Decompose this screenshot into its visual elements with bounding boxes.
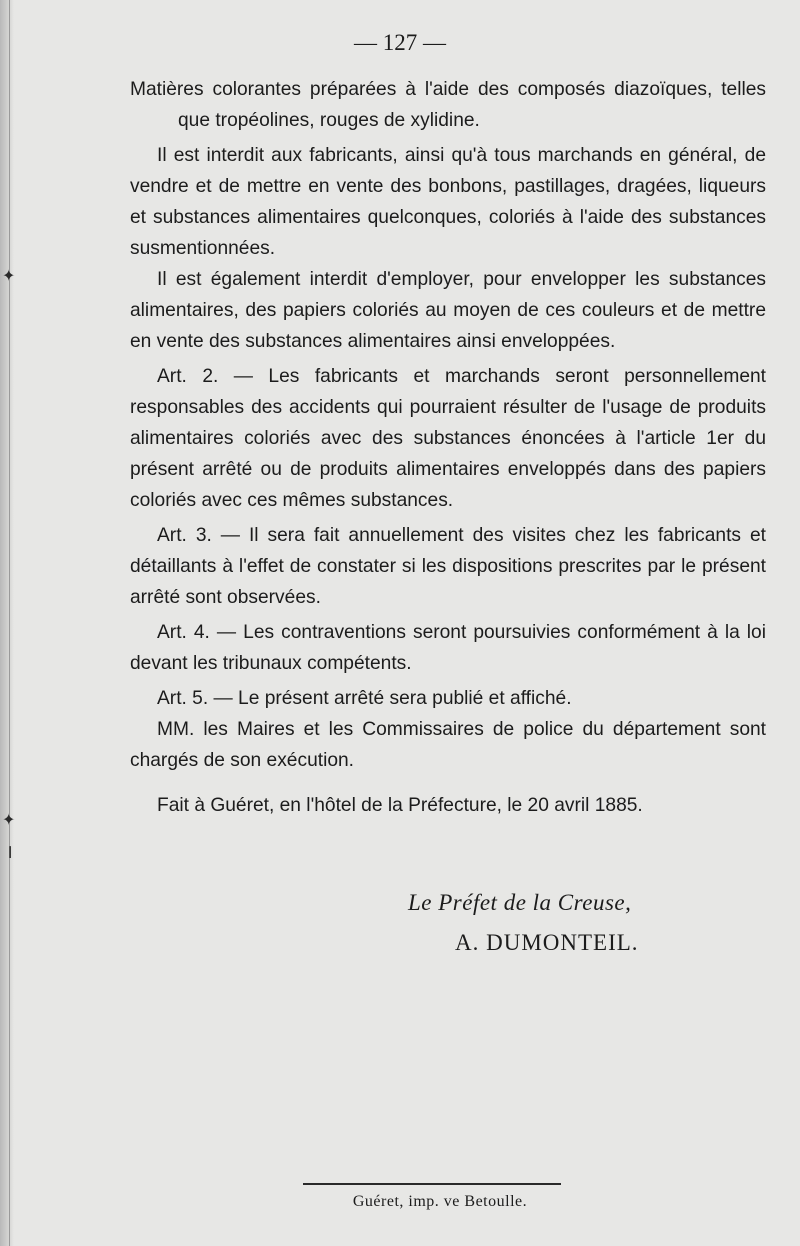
paragraph-interdiction-vente: Il est interdit aux fabricants, ainsi qu'à tous marchands en général, de vendre et de mettre en vente des bonbons, pastillages, dragées, liqueurs et substances alimentaires quelconques, coloriés à l'aide des substances susmentionnées.: [130, 145, 766, 259]
printer-imprint: Guéret, imp. ve Betoulle.: [352, 1193, 528, 1210]
paragraph-article-2: Art. 2. — Les fabricants et marchands seront personnellement responsables des accidents qui pourraient résulter de l'usage de produits alimentaires coloriés avec des substances énoncées à l'article 1er du présent arrêté ou de produits alimentaires enveloppés dans des papiers coloriés avec ces mêmes substances.: [130, 366, 766, 511]
page-number: — 127 —: [354, 30, 446, 55]
dateline: Fait à Guéret, en l'hôtel de la Préfecture, le 20 avril 1885.: [157, 795, 643, 816]
paragraph-colorants: Matières colorantes préparées à l'aide des composés diazoïques, telles que tropéolines, rouges de xylidine.: [130, 79, 766, 131]
page-binding-edge: [0, 0, 17, 1246]
signature-name: A. DUMONTEIL.: [455, 930, 639, 955]
body-text: [130, 74, 766, 821]
paragraph-article-4: Art. 4. — Les contraventions seront poursuivies conformément à la loi devant les tribunaux compétents.: [130, 622, 766, 674]
binding-line: [9, 0, 10, 1246]
paragraph-interdiction-papiers: Il est également interdit d'employer, pour envelopper les substances alimentaires, des papiers coloriés au moyen de ces couleurs et de mettre en vente des substances alimentaires ainsi enveloppées.: [130, 269, 766, 352]
margin-mark-icon: ╷: [4, 834, 17, 858]
paragraph-article-3: Art. 3. — Il sera fait annuellement des visites chez les fabricants et détaillants à l'effet de constater si les dispositions prescrites par le présent arrêté sont observées.: [130, 525, 766, 608]
footer-rule: [303, 1183, 561, 1185]
paragraph-execution: MM. les Maires et les Commissaires de police du département sont chargés de son exécution.: [130, 719, 766, 771]
signature-title: Le Préfet de la Creuse,: [408, 890, 632, 915]
margin-mark-icon: ✦: [2, 810, 16, 829]
margin-mark-icon: ✦: [2, 266, 16, 285]
paragraph-article-5: Art. 5. — Le présent arrêté sera publié et affiché.: [157, 688, 572, 709]
